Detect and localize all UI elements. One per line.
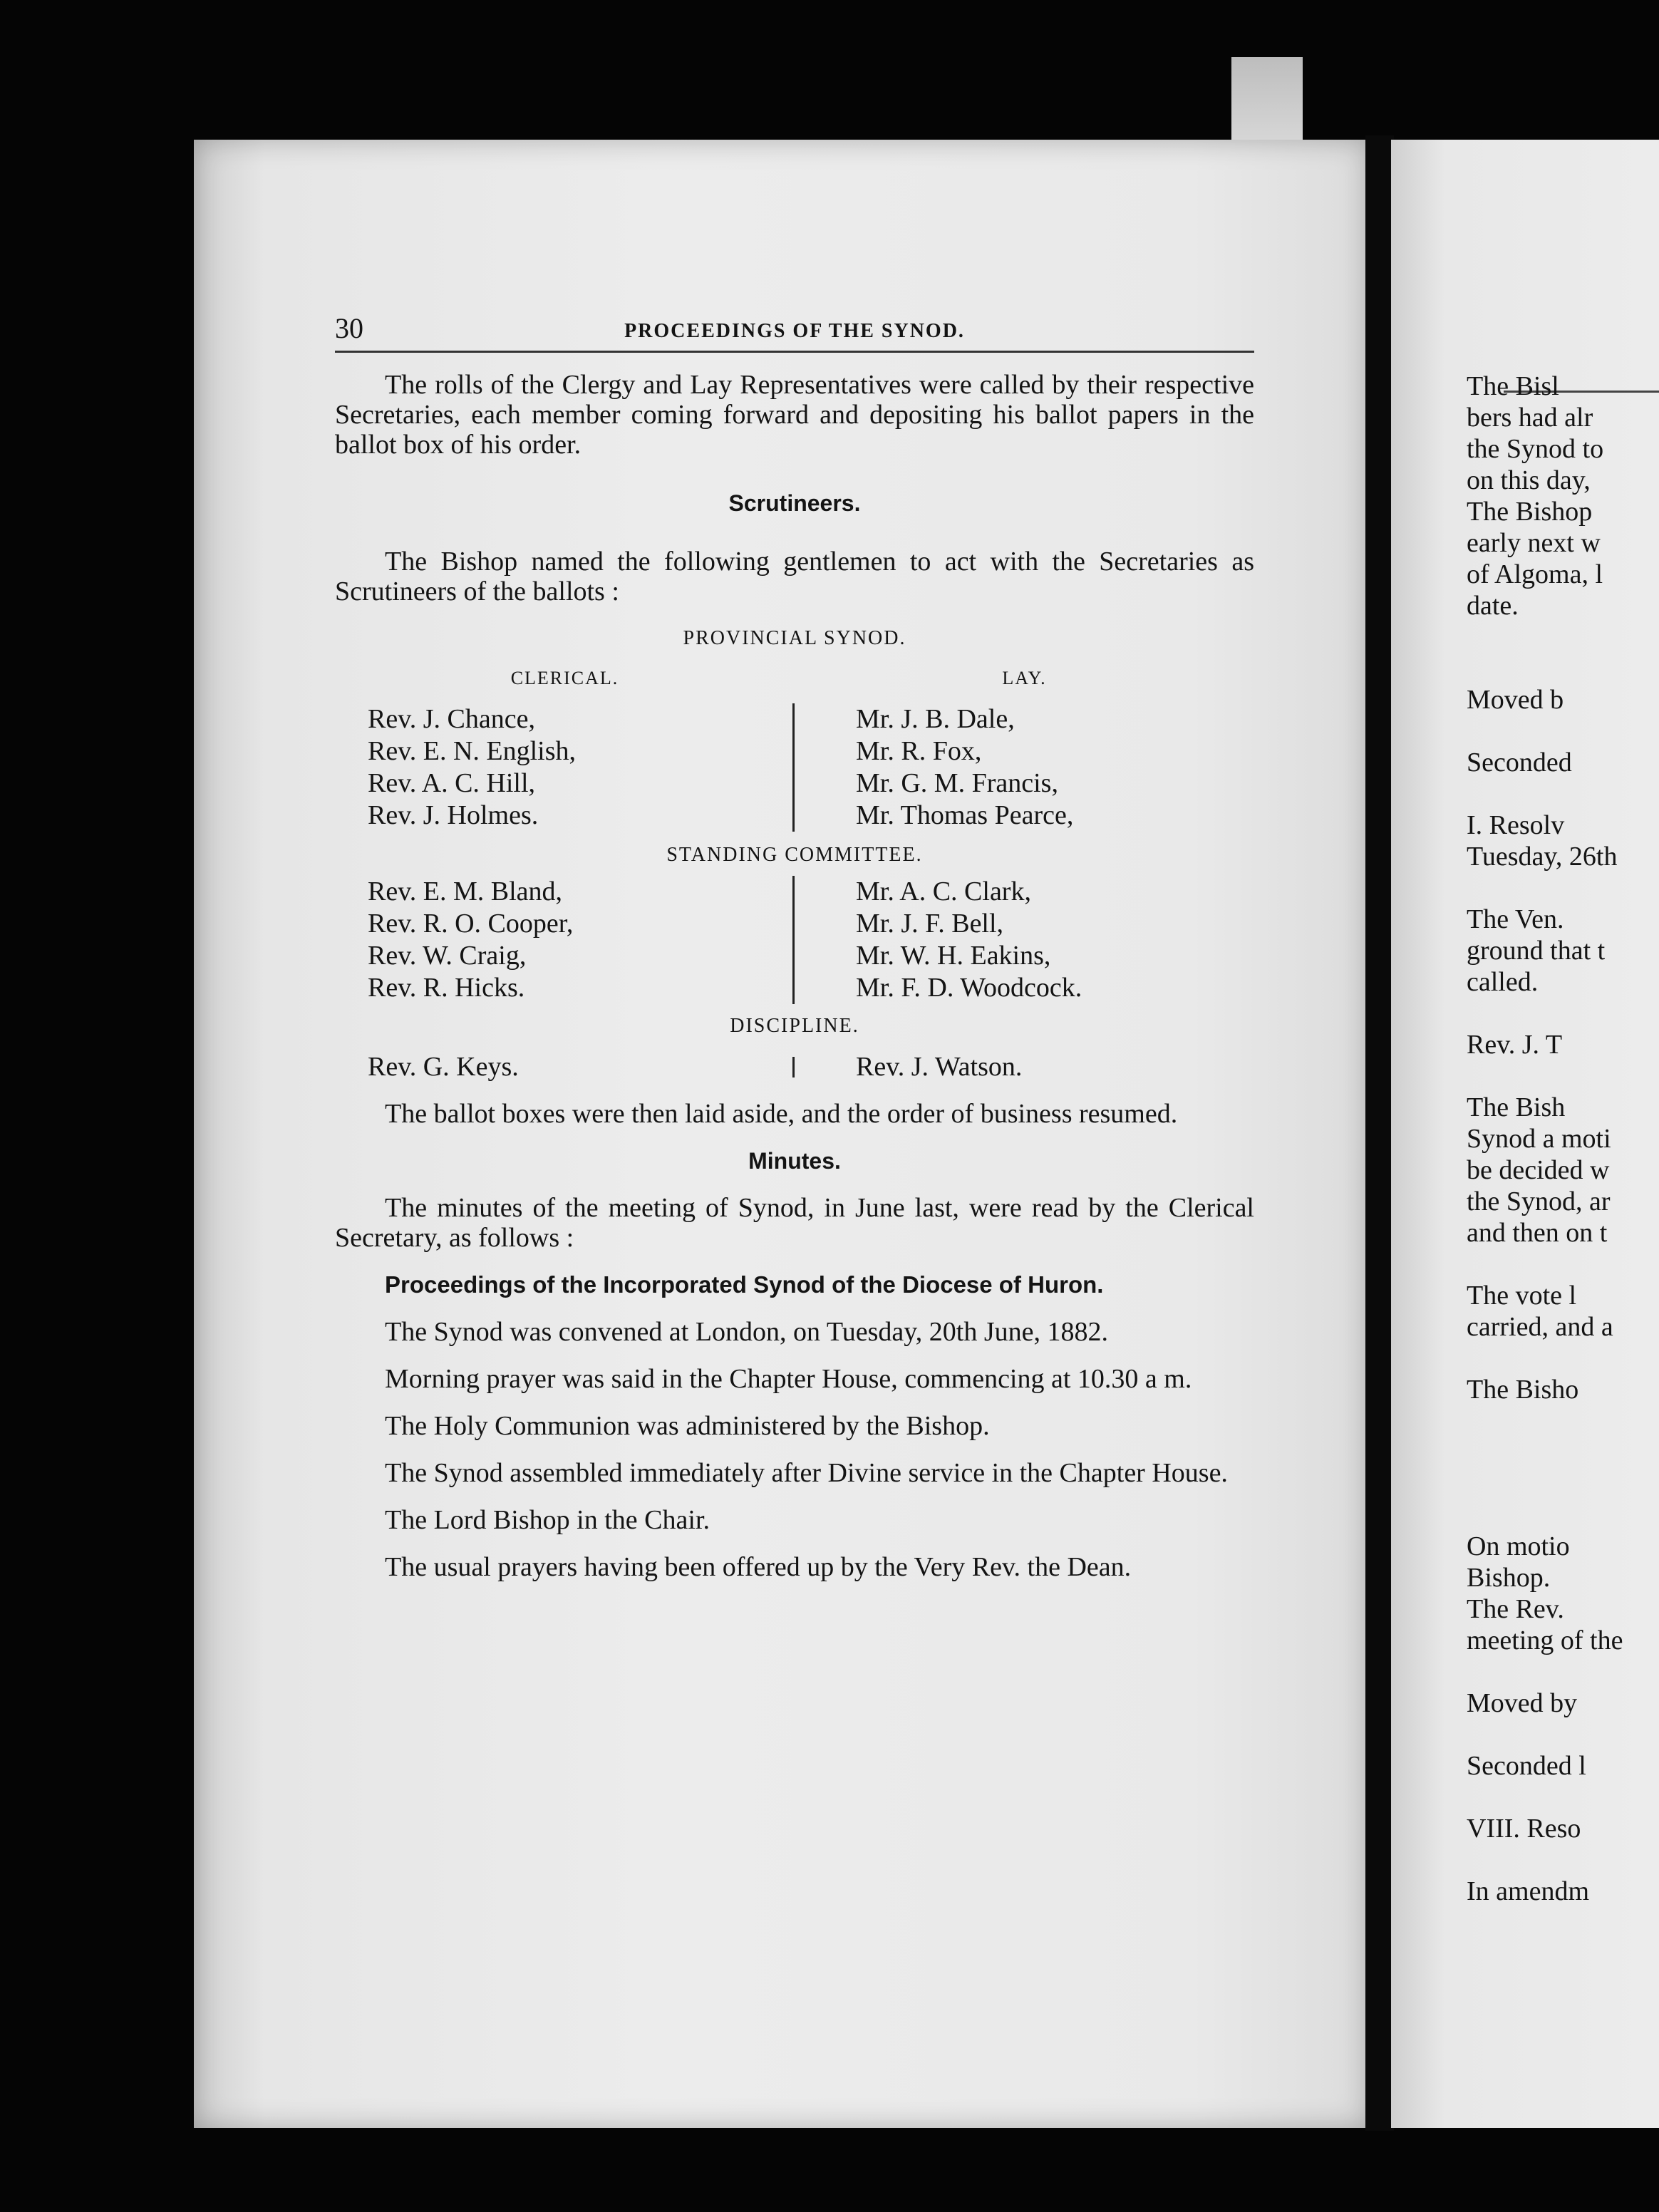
right-page-line bbox=[1467, 1249, 1659, 1280]
right-page-line bbox=[1467, 998, 1659, 1029]
paragraph-usual-prayers: The usual prayers having been offered up by the Very Rev. the Dean. bbox=[385, 1552, 1132, 1582]
left-page-content bbox=[335, 314, 1254, 1582]
list-item: Rev. R. O. Cooper, bbox=[368, 909, 574, 939]
list-item: Mr. W. H. Eakins, bbox=[856, 941, 1051, 971]
paragraph-ballot-boxes: The ballot boxes were then laid aside, and the order of business resumed. bbox=[385, 1099, 1178, 1129]
standing-committee-list bbox=[335, 876, 1254, 1004]
paragraph-holy-communion: The Holy Communion was administered by the Bishop. bbox=[385, 1411, 990, 1441]
section-title-provincial-synod: PROVINCIAL SYNOD. bbox=[683, 627, 906, 649]
right-page-line: on this day, bbox=[1467, 465, 1591, 495]
column-divider bbox=[792, 703, 795, 832]
right-page-line bbox=[1467, 1719, 1659, 1750]
column-headers bbox=[335, 663, 1254, 693]
right-page-line: The vote l bbox=[1467, 1281, 1577, 1311]
right-page-line bbox=[1467, 872, 1659, 904]
right-page-line bbox=[1467, 1499, 1659, 1531]
provincial-synod-list bbox=[335, 703, 1254, 832]
list-item: Rev. A. C. Hill, bbox=[368, 768, 536, 798]
right-page-line: Seconded bbox=[1467, 748, 1572, 777]
paragraph-rolls: The rolls of the Clergy and Lay Representatives were called by their respective Secretaries, each member coming forward and depositing his ballot papers in the ballot box of his order. bbox=[335, 370, 1254, 460]
list-item: Rev. E. N. English, bbox=[368, 736, 577, 766]
right-page-line: The Bisho bbox=[1467, 1375, 1579, 1405]
right-page-line: early next w bbox=[1467, 528, 1601, 558]
paragraph-synod-assembled: The Synod assembled immediately after Divine service in the Chapter House. bbox=[385, 1458, 1228, 1488]
list-item: Rev. R. Hicks. bbox=[368, 973, 525, 1003]
paragraph-minutes: The minutes of the meeting of Synod, in June last, were read by the Clerical Secretary, as follows : bbox=[335, 1193, 1254, 1253]
right-page-line: the Synod, ar bbox=[1467, 1187, 1611, 1216]
right-page-line bbox=[1467, 1437, 1659, 1468]
book-gutter bbox=[1365, 135, 1394, 2131]
right-page-line: Rev. J. T bbox=[1467, 1030, 1563, 1060]
clerical-list bbox=[335, 703, 795, 832]
right-page-line bbox=[1467, 653, 1659, 684]
right-page-line: The Bishop bbox=[1467, 497, 1593, 527]
right-page-line bbox=[1467, 1405, 1659, 1437]
right-page-line: VIII. Reso bbox=[1467, 1814, 1581, 1844]
right-page-line bbox=[1467, 778, 1659, 810]
list-item: Mr. Thomas Pearce, bbox=[856, 800, 1074, 830]
right-page-line: In amendm bbox=[1467, 1876, 1590, 1906]
list-item: Rev. G. Keys. bbox=[368, 1052, 519, 1082]
right-page-line: ground that t bbox=[1467, 936, 1606, 966]
paragraph-lord-bishop: The Lord Bishop in the Chair. bbox=[385, 1505, 710, 1535]
right-page-line: Seconded l bbox=[1467, 1751, 1586, 1781]
right-page-line: The Bisl bbox=[1467, 371, 1559, 401]
list-item: Mr. F. D. Woodcock. bbox=[856, 973, 1082, 1003]
right-page-line: the Synod to bbox=[1467, 434, 1604, 464]
right-page-line: bers had alr bbox=[1467, 403, 1593, 433]
right-page-line: of Algoma, l bbox=[1467, 559, 1603, 589]
right-page-line: carried, and a bbox=[1467, 1312, 1613, 1342]
clerical-list bbox=[335, 1051, 795, 1083]
clerical-list bbox=[335, 876, 795, 1004]
paragraph-morning-prayer: Morning prayer was said in the Chapter House, commencing at 10.30 a m. bbox=[385, 1364, 1192, 1394]
list-item: Mr. J. F. Bell, bbox=[856, 909, 1004, 939]
page-header bbox=[335, 314, 1254, 353]
right-page-line bbox=[1467, 1656, 1659, 1688]
list-item: Rev. J. Holmes. bbox=[368, 800, 539, 830]
running-head: PROCEEDINGS OF THE SYNOD. bbox=[624, 320, 965, 342]
column-divider bbox=[792, 1057, 795, 1077]
discipline-list bbox=[335, 1051, 1254, 1083]
right-page-line bbox=[1467, 1782, 1659, 1813]
right-page-line: On motio bbox=[1467, 1531, 1570, 1561]
right-page-line bbox=[1467, 1468, 1659, 1499]
right-page-line: Bishop. bbox=[1467, 1563, 1551, 1593]
column-divider bbox=[792, 876, 795, 1004]
right-page-line bbox=[1467, 1844, 1659, 1876]
right-page-line: Moved by bbox=[1467, 1688, 1578, 1718]
proceedings-title: Proceedings of the Incorporated Synod of the Diocese of Huron. bbox=[385, 1271, 1104, 1298]
right-page-line: Tuesday, 26th bbox=[1467, 842, 1618, 872]
right-page-line: Moved b bbox=[1467, 685, 1564, 715]
right-page-line bbox=[1467, 715, 1659, 747]
right-page-line: The Ven. bbox=[1467, 904, 1564, 934]
list-item: Mr. R. Fox, bbox=[856, 736, 982, 766]
lay-list bbox=[795, 876, 1254, 1004]
list-item: Mr. J. B. Dale, bbox=[856, 704, 1015, 734]
right-page-line: The Rev. bbox=[1467, 1594, 1564, 1624]
right-page-line: I. Resolv bbox=[1467, 810, 1565, 840]
right-page-line: The Bish bbox=[1467, 1092, 1566, 1122]
lay-list bbox=[795, 1051, 1254, 1083]
lay-list bbox=[795, 703, 1254, 832]
right-page-line: be decided w bbox=[1467, 1155, 1610, 1185]
right-page-content bbox=[1467, 371, 1659, 1907]
lay-column-header: LAY. bbox=[1002, 668, 1047, 688]
right-page-line bbox=[1467, 1343, 1659, 1374]
heading-minutes: Minutes. bbox=[748, 1148, 841, 1174]
list-item: Rev. J. Chance, bbox=[368, 704, 535, 734]
page-number: 30 bbox=[335, 312, 363, 344]
section-title-standing-committee: STANDING COMMITTEE. bbox=[666, 844, 923, 866]
paragraph-convened: The Synod was convened at London, on Tuesday, 20th June, 1882. bbox=[385, 1317, 1108, 1347]
right-page-line bbox=[1467, 1060, 1659, 1092]
right-page-line: and then on t bbox=[1467, 1218, 1608, 1248]
page-tab bbox=[1231, 57, 1303, 150]
right-page-line: Synod a moti bbox=[1467, 1124, 1611, 1154]
list-item: Rev. E. M. Bland, bbox=[368, 877, 563, 906]
clerical-column-header: CLERICAL. bbox=[510, 668, 619, 688]
list-item: Mr. A. C. Clark, bbox=[856, 877, 1031, 906]
list-item: Rev. W. Craig, bbox=[368, 941, 527, 971]
heading-scrutineers: Scrutineers. bbox=[728, 490, 861, 516]
list-item: Rev. J. Watson. bbox=[856, 1052, 1023, 1082]
list-item: Mr. G. M. Francis, bbox=[856, 768, 1058, 798]
paragraph-bishop-named: The Bishop named the following gentlemen to act with the Secretaries as Scrutineers of the ballots : bbox=[335, 547, 1254, 606]
right-page-line: called. bbox=[1467, 967, 1539, 997]
right-page-line: meeting of the bbox=[1467, 1626, 1623, 1655]
right-page-line bbox=[1467, 621, 1659, 653]
right-page-line: date. bbox=[1467, 591, 1519, 621]
section-title-discipline: DISCIPLINE. bbox=[730, 1015, 859, 1037]
